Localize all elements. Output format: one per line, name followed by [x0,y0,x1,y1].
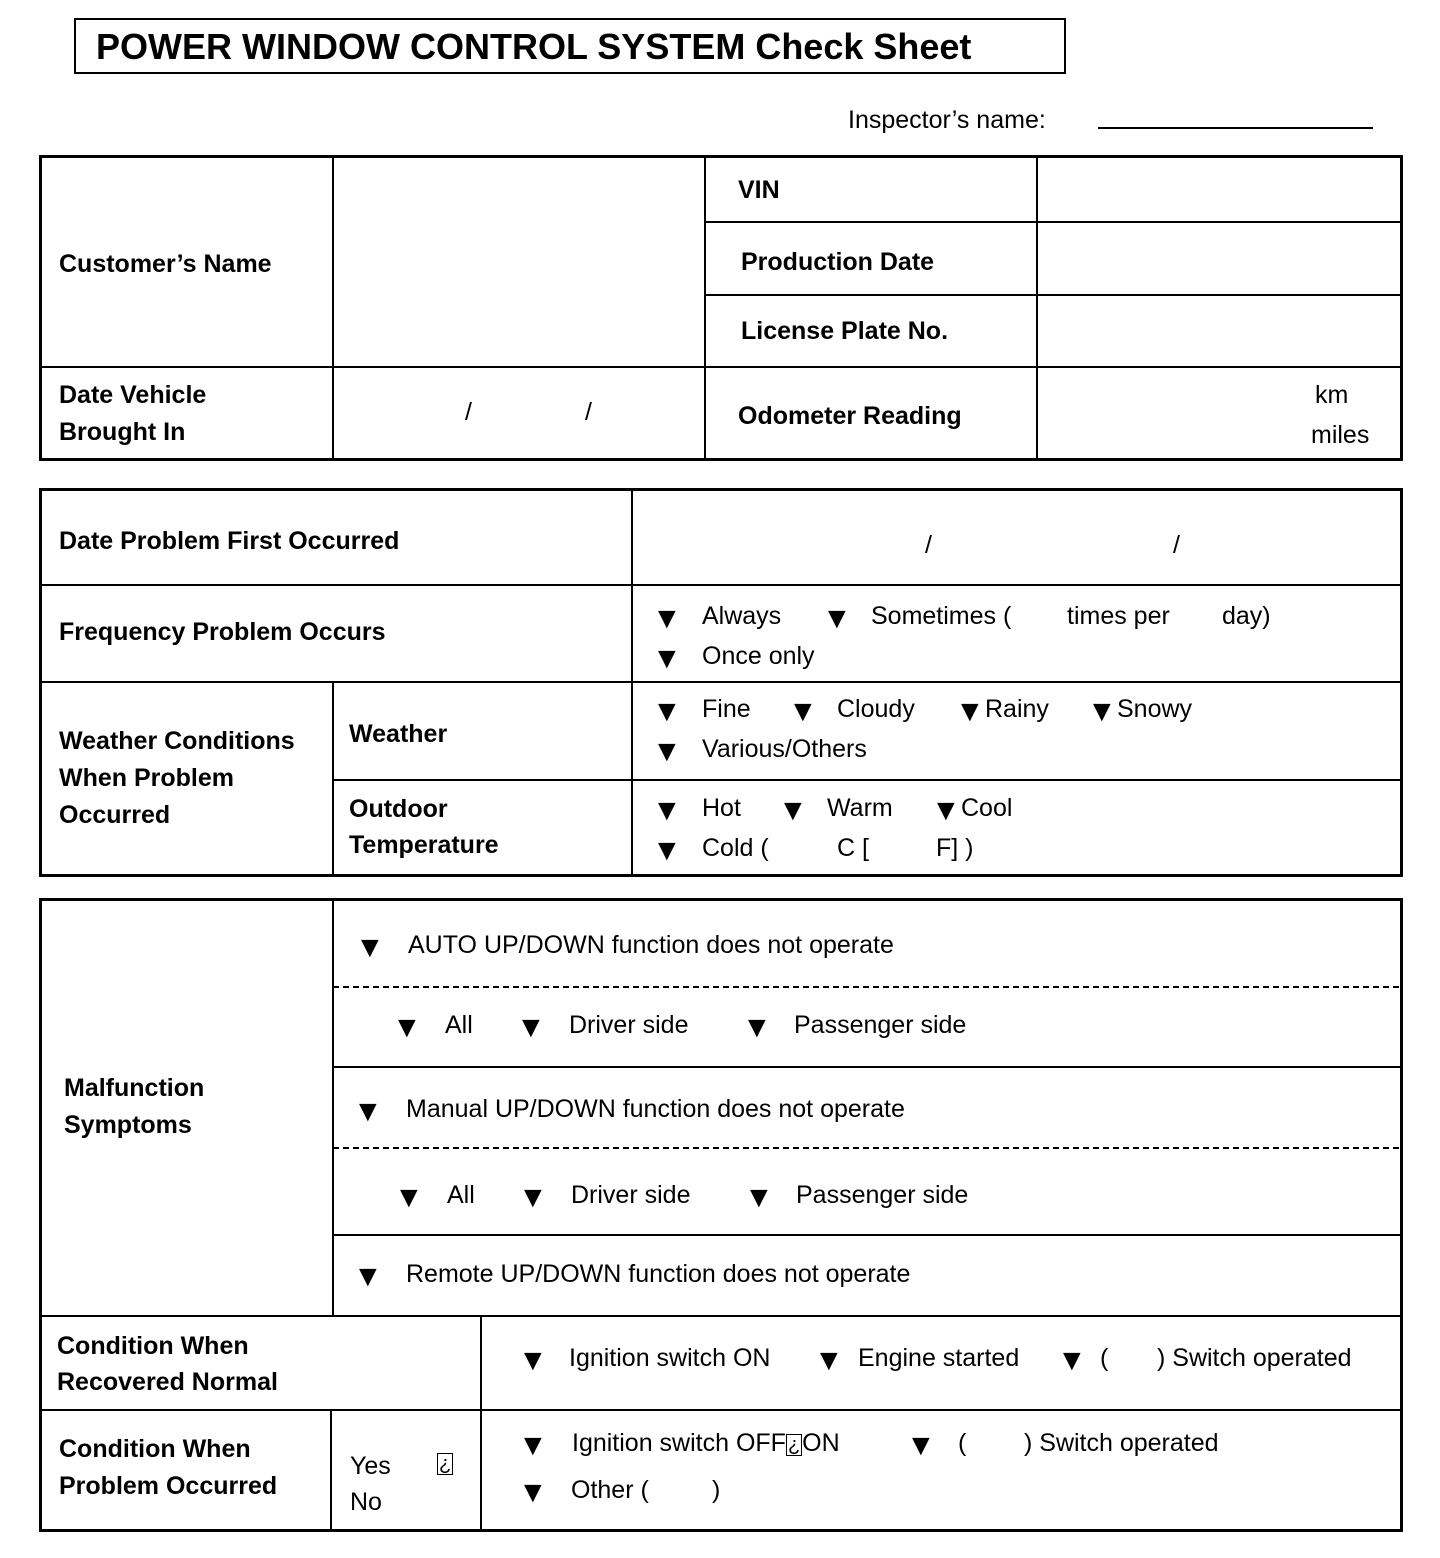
occurred-label: Condition When [59,1435,251,1463]
checkbox-remote[interactable]: ▼ [353,1260,383,1293]
checkbox-auto[interactable]: ▼ [355,931,385,964]
outdoor-temp-label: Outdoor [349,795,448,823]
option-ignition-on-suffix: ON [802,1429,840,1457]
checkbox-warm[interactable]: ▼ [778,794,808,827]
option-manual-driver: Driver side [571,1181,691,1209]
option-rainy: Rainy [985,695,1049,723]
occurred-label-2: Problem Occurred [59,1472,278,1500]
outdoor-temp-label-2: Temperature [349,831,499,859]
date-brought-in-label: Date Vehicle [59,381,207,409]
option-snowy: Snowy [1117,695,1193,723]
symptoms-label-2: Symptoms [64,1111,192,1139]
option-fine: Fine [702,695,751,723]
checkbox-cold[interactable]: ▼ [652,834,682,867]
checkbox-various[interactable]: ▼ [652,735,682,768]
option-switch-operated: ) Switch operated [1157,1344,1352,1372]
weather-conditions-label: Weather Conditions [59,727,295,755]
inspector-name-field[interactable] [1098,127,1373,129]
option-remote: Remote UP/DOWN function does not operate [406,1260,911,1288]
date-slash: / [465,398,472,426]
symptoms-label: Malfunction [64,1074,205,1102]
checkbox-occurred-switch[interactable]: ▼ [906,1429,936,1462]
option-ignition-off-on: Ignition switch OFF [572,1429,786,1457]
option-manual: Manual UP/DOWN function does not operate [406,1095,905,1123]
frequency-label: Frequency Problem Occurs [59,618,386,646]
recovered-label: Condition When [57,1332,249,1360]
checkbox-hot[interactable]: ▼ [652,794,682,827]
option-always: Always [702,602,782,630]
option-cold: Cold ( [702,834,769,862]
option-other: Other ( [571,1476,649,1504]
customer-name-field[interactable] [335,158,703,365]
option-once: Once only [702,642,815,670]
checkbox-auto-driver[interactable]: ▼ [516,1011,546,1044]
checkbox-auto-all[interactable]: ▼ [392,1011,422,1044]
vin-label: VIN [738,176,780,204]
option-various: Various/Others [702,735,867,763]
inspector-label: Inspector’s name: [848,106,1046,134]
paren-open: ( [958,1429,967,1457]
weather-conditions-label-2: When Problem [59,764,235,792]
checkbox-auto-passenger[interactable]: ▼ [742,1011,772,1044]
checkbox-fine[interactable]: ▼ [652,695,682,728]
option-auto: AUTO UP/DOWN function does not operate [408,931,894,959]
license-plate-label: License Plate No. [741,317,949,345]
arrow-icon: ¿ [787,1434,801,1456]
option-no[interactable]: No [350,1488,382,1516]
option-manual-passenger: Passenger side [796,1181,969,1209]
date-slash: / [585,398,592,426]
option-auto-all: All [445,1011,473,1039]
vehicle-table [39,155,1403,461]
option-sometimes: Sometimes ( [871,602,1012,630]
checkbox-cool[interactable]: ▼ [931,794,961,827]
checkbox-always[interactable]: ▼ [652,602,682,635]
option-auto-passenger: Passenger side [794,1011,967,1039]
checkbox-manual-all[interactable]: ▼ [394,1181,424,1214]
option-manual-all: All [447,1181,475,1209]
date-slash: / [1173,531,1180,559]
checkbox-rainy[interactable]: ▼ [955,695,985,728]
option-occurred-switch: ) Switch operated [1024,1429,1219,1457]
checkbox-manual-passenger[interactable]: ▼ [744,1181,774,1214]
km-unit: km [1315,381,1349,409]
checkbox-ignition-on[interactable]: ▼ [518,1344,548,1377]
weather-conditions-label-3: Occurred [59,801,171,829]
fahrenheit-text: F] ) [936,834,974,862]
checkbox-manual[interactable]: ▼ [353,1095,383,1128]
checkbox-sometimes[interactable]: ▼ [822,602,852,635]
production-date-label: Production Date [741,248,935,276]
page-title: POWER WINDOW CONTROL SYSTEM Check Sheet [96,26,972,67]
checkbox-cloudy[interactable]: ▼ [788,695,818,728]
weather-label: Weather [349,720,448,748]
customer-name-label: Customer’s Name [59,250,272,278]
paren-open: ( [1100,1344,1109,1372]
miles-unit: miles [1311,421,1370,449]
date-slash: / [925,531,932,559]
recovered-label-2: Recovered Normal [57,1368,278,1396]
option-cool: Cool [961,794,1013,822]
checkbox-manual-driver[interactable]: ▼ [518,1181,548,1214]
checkbox-ignition-off-on[interactable]: ▼ [518,1429,548,1462]
option-auto-driver: Driver side [569,1011,689,1039]
celsius-text: C [ [837,834,869,862]
date-first-occurred-label: Date Problem First Occurred [59,527,400,555]
paren-close: ) [712,1476,721,1504]
arrow-icon: ¿ [439,1453,452,1475]
option-cloudy: Cloudy [837,695,915,723]
checkbox-switch-operated[interactable]: ▼ [1057,1344,1087,1377]
option-ignition-on: Ignition switch ON [569,1344,771,1372]
date-brought-in-label-2: Brought In [59,418,186,446]
option-yes[interactable]: Yes [350,1452,391,1480]
times-per-text: times per [1067,602,1170,630]
option-engine-started: Engine started [858,1344,1020,1372]
odometer-label: Odometer Reading [738,402,962,430]
checkbox-once[interactable]: ▼ [652,642,682,675]
checkbox-other[interactable]: ▼ [518,1476,548,1509]
checkbox-snowy[interactable]: ▼ [1087,695,1117,728]
option-warm: Warm [827,794,893,822]
option-hot: Hot [702,794,741,822]
day-text: day) [1222,602,1271,630]
checkbox-engine-started[interactable]: ▼ [814,1344,844,1377]
